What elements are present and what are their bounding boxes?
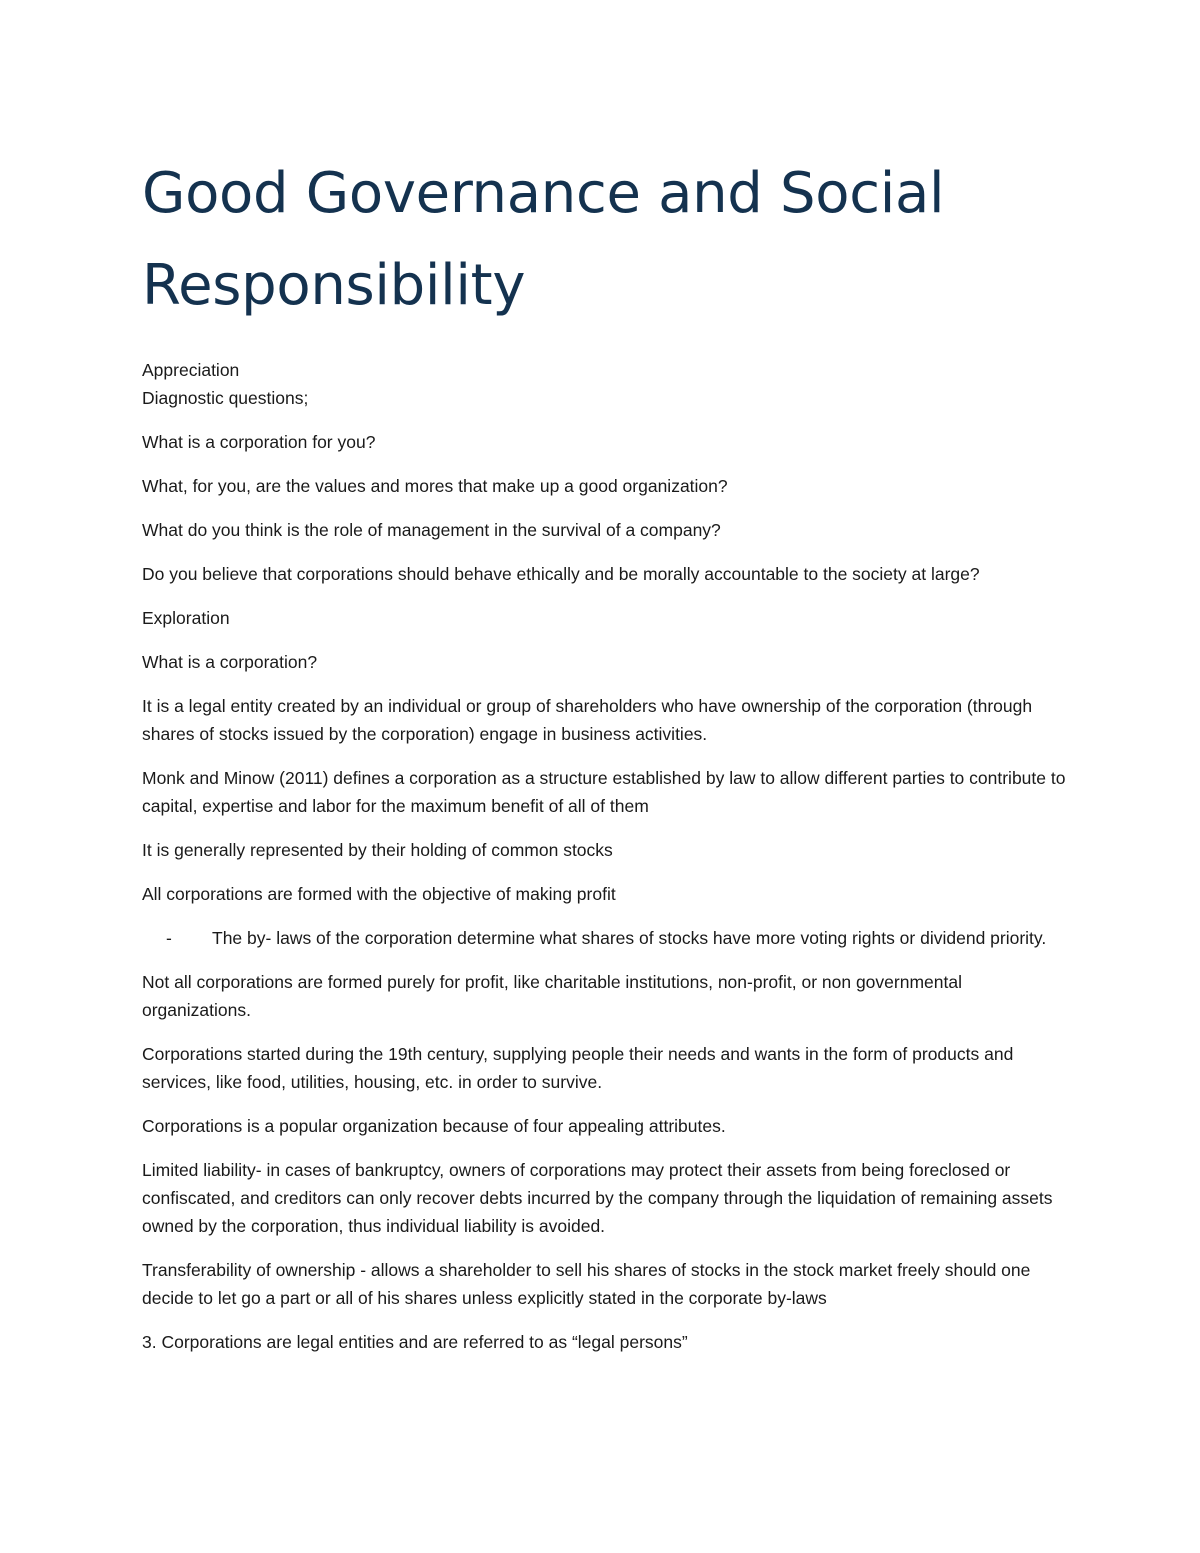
bullet-marker: - [166, 928, 172, 948]
paragraph-legal-persons: 3. Corporations are legal entities and are referred to as “legal persons” [142, 1332, 688, 1352]
paragraph-monk-minow: Monk and Minow (2011) defines a corporation as a structure established by law to allow different parties to contribute to capital, expertise and labor for the maximum benefit of all of them [142, 768, 1066, 816]
paragraph-limited-liability: Limited liability- in cases of bankruptcy, owners of corporations may protect their assets from being foreclosed or confiscated, and creditors can only recover debts incurred by the company through the liquidation of remaining assets owned by the corporation, thus individual liability is avoided. [142, 1160, 1053, 1236]
section-heading-appreciation: Appreciation [142, 360, 240, 380]
question-1: What is a corporation for you? [142, 432, 376, 452]
paragraph-common-stocks: It is generally represented by their holding of common stocks [142, 840, 613, 860]
paragraph-what-is-corporation: What is a corporation? [142, 652, 318, 672]
paragraph-started: Corporations started during the 19th century, supplying people their needs and wants in the form of products and services, like food, utilities, housing, etc. in order to survive. [142, 1044, 1014, 1092]
paragraph-popular: Corporations is a popular organization because of four appealing attributes. [142, 1116, 726, 1136]
question-3: What do you think is the role of management in the survival of a company? [142, 520, 721, 540]
bullet-item [142, 924, 1072, 952]
document-body [142, 148, 1072, 1372]
document-title: Good Governance and Social Responsibility [142, 161, 945, 318]
paragraph-not-all: Not all corporations are formed purely for profit, like charitable institutions, non-profit, or non governmental organizations. [142, 972, 962, 1020]
paragraph-transferability: Transferability of ownership - allows a shareholder to sell his shares of stocks in the stock market freely should one decide to let go a part or all of his shares unless explicitly stated in the corporate by-laws [142, 1260, 1031, 1308]
question-2: What, for you, are the values and mores that make up a good organization? [142, 476, 728, 496]
bullet-text: The by- laws of the corporation determine what shares of stocks have more voting rights or dividend priority. [212, 928, 1047, 948]
section-heading-exploration: Exploration [142, 608, 230, 628]
diagnostic-questions-label: Diagnostic questions; [142, 388, 309, 408]
question-4: Do you believe that corporations should behave ethically and be morally accountable to the society at large? [142, 564, 980, 584]
paragraph-profit: All corporations are formed with the objective of making profit [142, 884, 616, 904]
paragraph-legal-entity: It is a legal entity created by an individual or group of shareholders who have ownership of the corporation (through shares of stocks issued by the corporation) engage in business activities. [142, 696, 1033, 744]
